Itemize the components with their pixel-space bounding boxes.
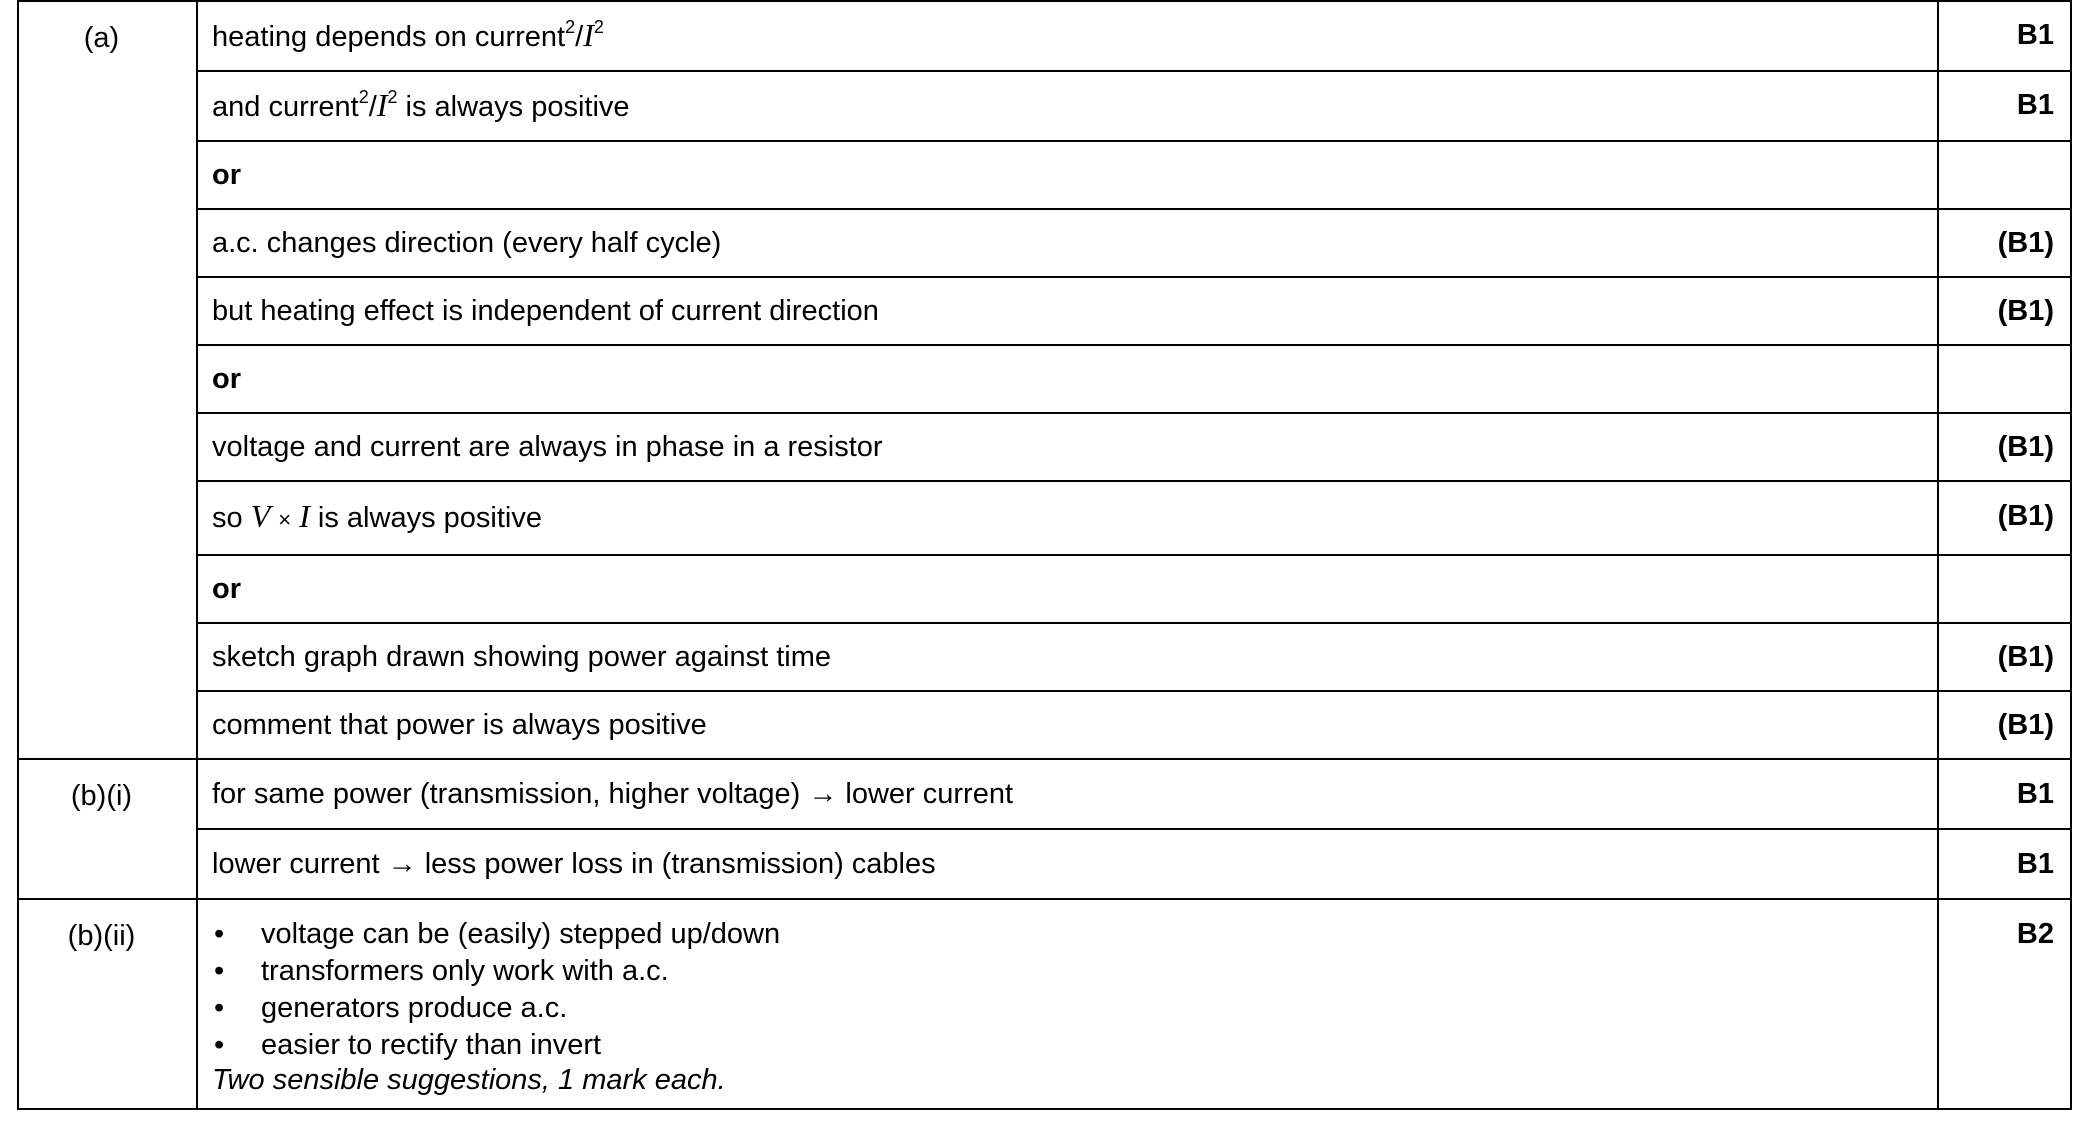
answer-text: sketch graph drawn showing power against time [197,623,1938,691]
bullet-list [212,916,1923,1064]
mark: B1 [1938,759,2071,829]
table-row [18,759,2071,829]
arrow-icon: → [808,778,838,810]
bullet-icon: • [214,955,225,987]
answer-text: comment that power is always positive [197,691,1938,759]
question-number: (b)(i) [18,759,197,899]
answer-text: voltage and current are always in phase in a resistor [197,413,1938,481]
mark: B2 [1938,899,2071,1109]
list-item: • voltage can be (easily) stepped up/down [212,916,1923,953]
table-row [18,141,2071,209]
table-row [18,481,2071,555]
question-number: (a) [18,1,197,759]
mark [1938,345,2071,413]
table-row [18,413,2071,481]
mark: B1 [1938,71,2071,141]
table-row [18,899,2071,1109]
table-row [18,345,2071,413]
table-row [18,623,2071,691]
arrow-icon: → [387,848,417,880]
table-row [18,555,2071,623]
answer-text: so V × I is always positive [197,481,1938,555]
bullet-icon: • [214,918,225,950]
answer-text: heating depends on $current^2/I^2$ [197,1,1938,71]
table-row [18,277,2071,345]
mark: (B1) [1938,623,2071,691]
mark: (B1) [1938,691,2071,759]
table-row [18,691,2071,759]
mark: (B1) [1938,277,2071,345]
question-number: (b)(ii) [18,899,197,1109]
answer-text: and $current^2/I^2$ is always positive [197,71,1938,141]
bullet-icon: • [214,992,225,1024]
marking-note: Two sensible suggestions, 1 mark each. [212,1064,726,1096]
answer-text: lower current → less power loss in (transmission) cables [197,829,1938,899]
list-item: • generators produce a.c. [212,990,1923,1027]
answer-text: but heating effect is independent of current direction [197,277,1938,345]
mark: (B1) [1938,413,2071,481]
or-separator: or [197,345,1938,413]
list-item: • easier to rectify than invert [212,1027,1923,1064]
answer-text: a.c. changes direction (every half cycle) [197,209,1938,277]
mark [1938,141,2071,209]
mark [1938,555,2071,623]
bullet-icon: • [214,1029,225,1061]
table-row [18,1,2071,71]
or-separator: or [197,141,1938,209]
mark: (B1) [1938,481,2071,555]
table-row [18,829,2071,899]
table-row [18,71,2071,141]
table-row [18,209,2071,277]
mark-scheme-table [17,0,2072,1110]
answer-text [197,899,1938,1109]
mark: B1 [1938,1,2071,71]
list-item: • transformers only work with a.c. [212,953,1923,990]
mark: B1 [1938,829,2071,899]
or-separator: or [197,555,1938,623]
mark: (B1) [1938,209,2071,277]
answer-text: for same power (transmission, higher voltage) → lower current [197,759,1938,829]
